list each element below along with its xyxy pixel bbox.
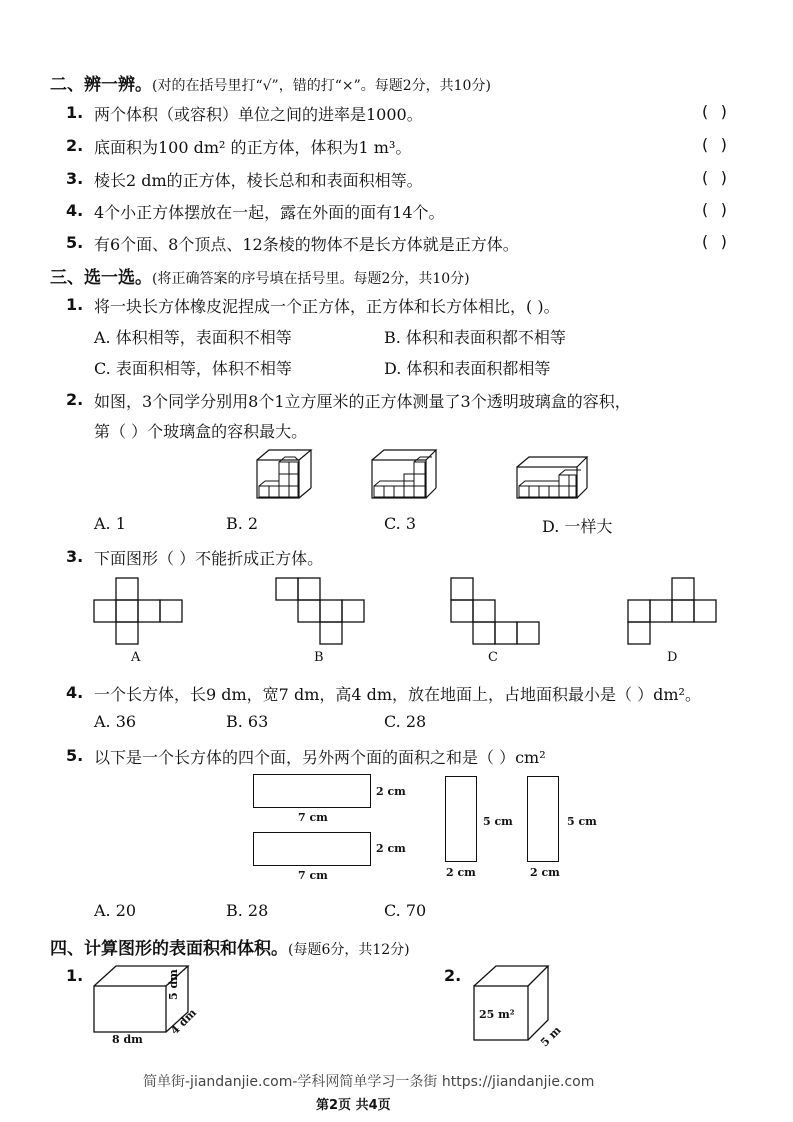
s2-q5-text: 有6个面、8个顶点、12条棱的物体不是长方体就是正方体。 — [94, 235, 519, 254]
section-4-title: 四、计算图形的表面积和体积。 — [50, 939, 288, 959]
s3-q5-option-c[interactable]: C. 70 — [384, 901, 427, 920]
s2-q2-answer-paren[interactable]: ( ) — [700, 135, 729, 154]
s2-q2-number: 2. — [66, 136, 84, 155]
s3-q2-text-line2: 第（ ）个玻璃盒的容积最大。 — [94, 422, 308, 441]
s3-q1-number: 1. — [66, 295, 84, 314]
cube-net-d — [628, 578, 718, 644]
face-rect-2-width: 7 cm — [298, 869, 328, 882]
s3-q1-text: 将一块长方体橡皮泥捏成一个正方体，正方体和长方体相比，( )。 — [94, 297, 560, 316]
cube-net-c — [451, 578, 541, 644]
net-a-label[interactable]: A — [131, 650, 141, 665]
s2-q1-answer-paren[interactable]: ( ) — [700, 102, 729, 121]
face-rect-4-height: 5 cm — [567, 815, 597, 828]
s3-q2-option-d[interactable]: D. 一样大 — [542, 517, 613, 536]
footer-watermark: 简单街-jiandanjie.com-学科网简单学习一条街 https://jiandanjie.com — [143, 1074, 595, 1090]
s3-q1-option-b[interactable]: B. 体积和表面积都不相等 — [384, 328, 566, 347]
s2-q4-number: 4. — [66, 201, 84, 220]
section-2-heading — [50, 70, 491, 95]
s2-q3-text: 棱长2 dm的正方体，棱长总和和表面积相等。 — [94, 171, 423, 190]
s3-q5-option-a[interactable]: A. 20 — [94, 901, 137, 920]
s2-q2-text: 底面积为100 dm² 的正方体，体积为1 m³。 — [94, 138, 412, 157]
face-rect-4-width: 2 cm — [530, 866, 560, 879]
face-rect-4 — [527, 776, 559, 862]
s3-q3-number: 3. — [66, 547, 84, 566]
s3-q2-text-line1: 如图，3个同学分别用8个1立方厘米的正方体测量了3个透明玻璃盒的容积， — [94, 392, 631, 411]
face-rect-1-width: 7 cm — [298, 811, 328, 824]
s2-q1-number: 1. — [66, 103, 84, 122]
s3-q2-option-a[interactable]: A. 1 — [94, 514, 126, 533]
cube-net-a — [94, 578, 184, 644]
s3-q5-number: 5. — [66, 746, 84, 765]
s3-q5-option-b[interactable]: B. 28 — [226, 901, 269, 920]
section-3-title: 三、选一选。 — [50, 268, 152, 288]
s3-q4-option-a[interactable]: A. 36 — [94, 712, 137, 731]
cube-edge-label: 5 m — [538, 1023, 564, 1050]
s2-q5-answer-paren[interactable]: ( ) — [700, 232, 729, 251]
s3-q3-text: 下面图形（ ）不能折成正方体。 — [94, 549, 324, 568]
s3-q2-option-c[interactable]: C. 3 — [384, 514, 417, 533]
section-4-note: (每题6分，共12分) — [288, 942, 410, 958]
s4-q2-number: 2. — [444, 966, 462, 985]
glass-box-2-figure — [370, 448, 440, 500]
section-2-title: 二、辨一辨。 — [50, 75, 152, 95]
s3-q1-option-a[interactable]: A. 体积相等，表面积不相等 — [94, 328, 292, 347]
s3-q1-option-c[interactable]: C. 表面积相等，体积不相等 — [94, 359, 292, 378]
face-rect-2 — [253, 832, 371, 866]
page-number: 第2页 共4页 — [316, 1098, 391, 1113]
face-rect-3-height: 5 cm — [483, 815, 513, 828]
s2-q4-text: 4个小正方体摆放在一起，露在外面的面有14个。 — [94, 203, 445, 222]
cuboid-height-label: 5 dm — [167, 969, 180, 1000]
net-c-label[interactable]: C — [488, 650, 498, 665]
s3-q4-number: 4. — [66, 683, 84, 702]
s2-q3-number: 3. — [66, 169, 84, 188]
cube-face-area-label: 25 m² — [479, 1008, 515, 1021]
s3-q2-number: 2. — [66, 390, 84, 409]
net-b-label[interactable]: B — [314, 650, 324, 665]
section-2-note: (对的在括号里打“√”，错的打“×”。每题2分，共10分) — [152, 78, 491, 94]
section-4-heading — [50, 934, 410, 959]
s2-q5-number: 5. — [66, 233, 84, 252]
s2-q1-text: 两个体积（或容积）单位之间的进率是1000。 — [94, 105, 423, 124]
cube-net-b — [276, 578, 366, 644]
net-d-label[interactable]: D — [667, 650, 678, 665]
s3-q4-option-c[interactable]: C. 28 — [384, 712, 427, 731]
s4-q1-number: 1. — [66, 966, 84, 985]
face-rect-1 — [253, 774, 371, 808]
face-rect-3-width: 2 cm — [446, 866, 476, 879]
section-3-note: (将正确答案的序号填在括号里。每题2分，共10分) — [152, 271, 470, 287]
section-3-heading — [50, 263, 470, 288]
glass-box-3-figure — [515, 455, 590, 500]
s3-q4-text: 一个长方体，长9 dm，宽7 dm，高4 dm，放在地面上，占地面积最小是（ ）dm²。 — [94, 685, 701, 704]
s3-q4-option-b[interactable]: B. 63 — [226, 712, 269, 731]
face-rect-1-height: 2 cm — [376, 785, 406, 798]
cuboid-length-label: 8 dm — [112, 1033, 143, 1046]
s2-q4-answer-paren[interactable]: ( ) — [700, 200, 729, 219]
glass-box-1-figure — [255, 448, 315, 500]
s3-q1-option-d[interactable]: D. 体积和表面积都相等 — [384, 359, 551, 378]
s3-q5-text: 以下是一个长方体的四个面，另外两个面的面积之和是（ ）cm² — [94, 748, 546, 767]
face-rect-2-height: 2 cm — [376, 842, 406, 855]
s3-q2-option-b[interactable]: B. 2 — [226, 514, 259, 533]
cuboid-width-label: 4 dm — [168, 1006, 199, 1038]
s2-q3-answer-paren[interactable]: ( ) — [700, 168, 729, 187]
face-rect-3 — [445, 776, 477, 862]
cube-figure — [472, 964, 552, 1044]
